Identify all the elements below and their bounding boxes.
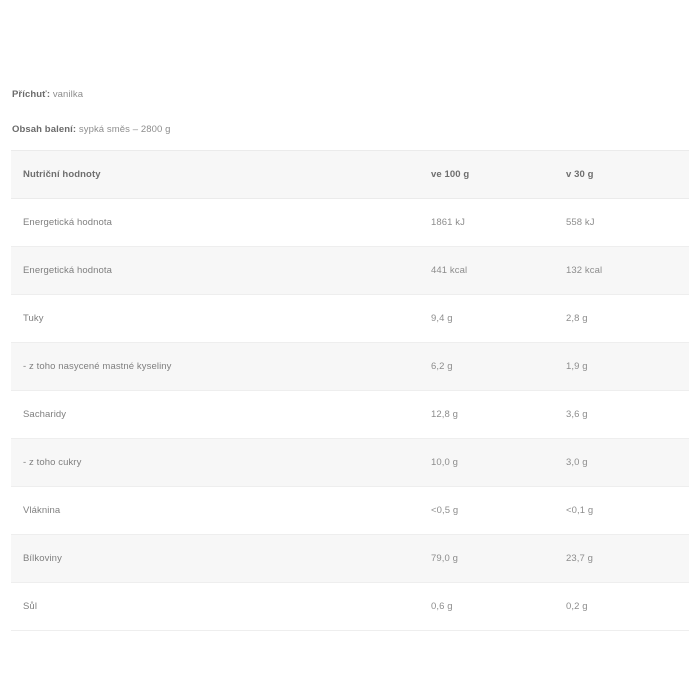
table-head — [11, 151, 689, 199]
row-value-30g: 3,6 g — [554, 391, 689, 439]
table-header-row — [11, 151, 689, 199]
row-label: - z toho nasycené mastné kyseliny — [11, 343, 419, 391]
table-row — [11, 343, 689, 391]
row-value-100g: 10,0 g — [419, 439, 554, 487]
flavour-label: Příchuť: — [12, 89, 51, 100]
row-label: Tuky — [11, 295, 419, 343]
row-value-30g: <0,1 g — [554, 487, 689, 535]
row-value-100g: 6,2 g — [419, 343, 554, 391]
table-row — [11, 535, 689, 583]
row-value-100g: 1861 kJ — [419, 199, 554, 247]
column-header-name: Nutriční hodnoty — [11, 151, 419, 199]
row-value-30g: 0,2 g — [554, 583, 689, 631]
row-value-30g: 1,9 g — [554, 343, 689, 391]
flavour-line — [12, 88, 689, 101]
row-value-30g: 132 kcal — [554, 247, 689, 295]
row-value-30g: 2,8 g — [554, 295, 689, 343]
table-row — [11, 295, 689, 343]
document-content — [11, 88, 689, 631]
table-row — [11, 391, 689, 439]
flavour-value: vanilka — [52, 89, 84, 100]
row-value-30g: 558 kJ — [554, 199, 689, 247]
table-row — [11, 247, 689, 295]
package-line — [12, 123, 689, 136]
row-label: Vláknina — [11, 487, 419, 535]
row-value-100g: 79,0 g — [419, 535, 554, 583]
column-header-per-100g: ve 100 g — [419, 151, 554, 199]
row-label: Sacharidy — [11, 391, 419, 439]
row-label: - z toho cukry — [11, 439, 419, 487]
column-header-per-30g: v 30 g — [554, 151, 689, 199]
row-label: Energetická hodnota — [11, 199, 419, 247]
row-value-100g: 9,4 g — [419, 295, 554, 343]
row-value-30g: 3,0 g — [554, 439, 689, 487]
row-value-100g: 0,6 g — [419, 583, 554, 631]
row-value-30g: 23,7 g — [554, 535, 689, 583]
row-label: Sůl — [11, 583, 419, 631]
table-row — [11, 199, 689, 247]
row-value-100g: 441 kcal — [419, 247, 554, 295]
row-value-100g: <0,5 g — [419, 487, 554, 535]
row-label: Bílkoviny — [11, 535, 419, 583]
row-value-100g: 12,8 g — [419, 391, 554, 439]
package-label: Obsah balení: — [12, 124, 77, 135]
table-body — [11, 199, 689, 631]
row-label: Energetická hodnota — [11, 247, 419, 295]
table-row — [11, 487, 689, 535]
table-row — [11, 439, 689, 487]
table-row — [11, 583, 689, 631]
package-value: sypká směs – 2800 g — [78, 124, 171, 135]
nutrition-table — [11, 150, 689, 631]
